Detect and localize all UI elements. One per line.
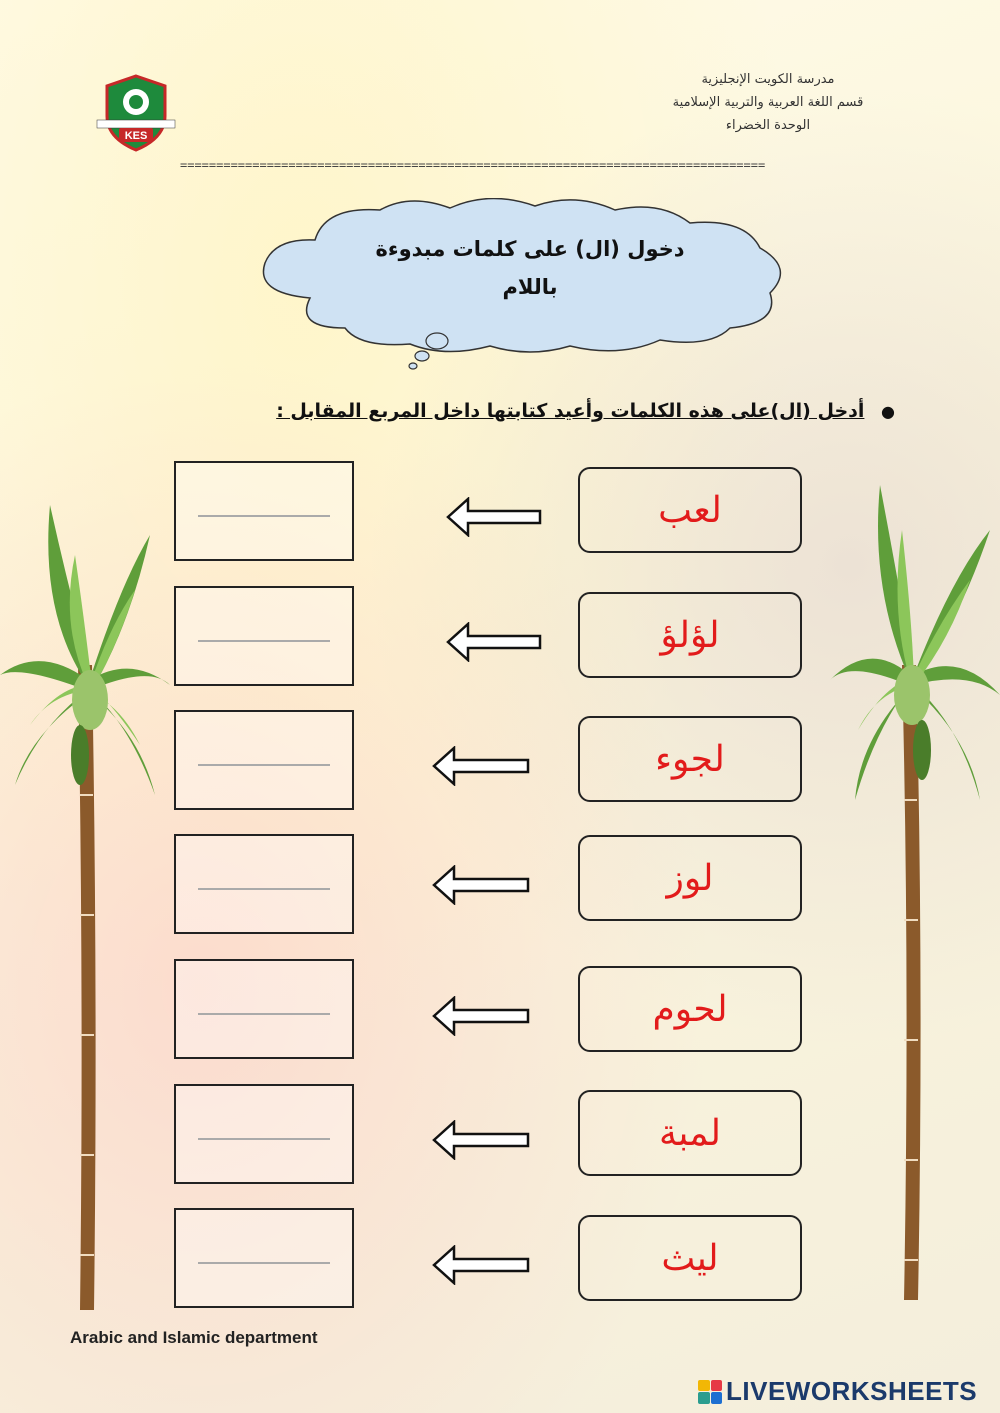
word-text: لوز [666,857,714,899]
worksheet-title [330,230,730,306]
school-info [608,68,928,137]
logo-text: KES [124,130,148,142]
word-card [578,835,802,921]
arrow-left-icon [432,1245,532,1289]
answer-line [198,1138,330,1140]
school-logo [95,72,177,154]
palm-tree-left-icon [0,495,170,1325]
word-text: لجوء [655,738,725,780]
word-text: لمبة [659,1112,721,1154]
brand-text: LIVEWORKSHEETS [726,1376,978,1406]
answer-line [198,764,330,766]
word-text: لحوم [652,988,728,1030]
answer-box[interactable] [174,461,354,561]
arrow-left-icon [446,497,544,541]
department-footer: Arabic and Islamic department [70,1328,318,1347]
word-text: لعب [658,489,722,531]
answer-line [198,888,330,890]
bullet-icon: ● [881,402,895,421]
department-name: قسم اللغة العربية والتربية الإسلامية [672,95,864,110]
word-card [578,592,802,678]
title-line-1: دخول (ال) على كلمات مبدوءة [375,237,685,261]
liveworksheets-logo-icon [698,1380,722,1404]
arrow-left-icon [432,865,532,909]
word-card [578,467,802,553]
arrow-left-icon [446,622,544,666]
palm-tree-right-icon [830,480,1000,1310]
instruction-text: أدخل (ال)على هذه الكلمات وأعيد كتابتها داخل المربع المقابل : [276,400,865,422]
answer-box[interactable] [174,710,354,810]
answer-box[interactable] [174,959,354,1059]
word-card [578,1090,802,1176]
arrow-left-icon [432,1120,532,1164]
unit-name: الوحدة الخضراء [725,118,811,133]
word-card [578,716,802,802]
answer-box[interactable] [174,834,354,934]
answer-box[interactable] [174,1208,354,1308]
answer-line [198,1262,330,1264]
word-text: لؤلؤ [660,614,720,656]
word-text: ليث [661,1237,719,1279]
school-name: مدرسة الكويت الإنجليزية [701,72,835,87]
arrow-left-icon [432,996,532,1040]
answer-line [198,640,330,642]
arrow-left-icon [432,746,532,790]
answer-line [198,1013,330,1015]
word-card [578,966,802,1052]
answer-box[interactable] [174,586,354,686]
answer-line [198,515,330,517]
answer-box[interactable] [174,1084,354,1184]
word-card [578,1215,802,1301]
title-line-2: باللام [502,275,558,299]
header-separator: ================================================================================= [180,158,766,172]
liveworksheets-brand[interactable] [698,1376,977,1407]
instruction [276,400,895,422]
